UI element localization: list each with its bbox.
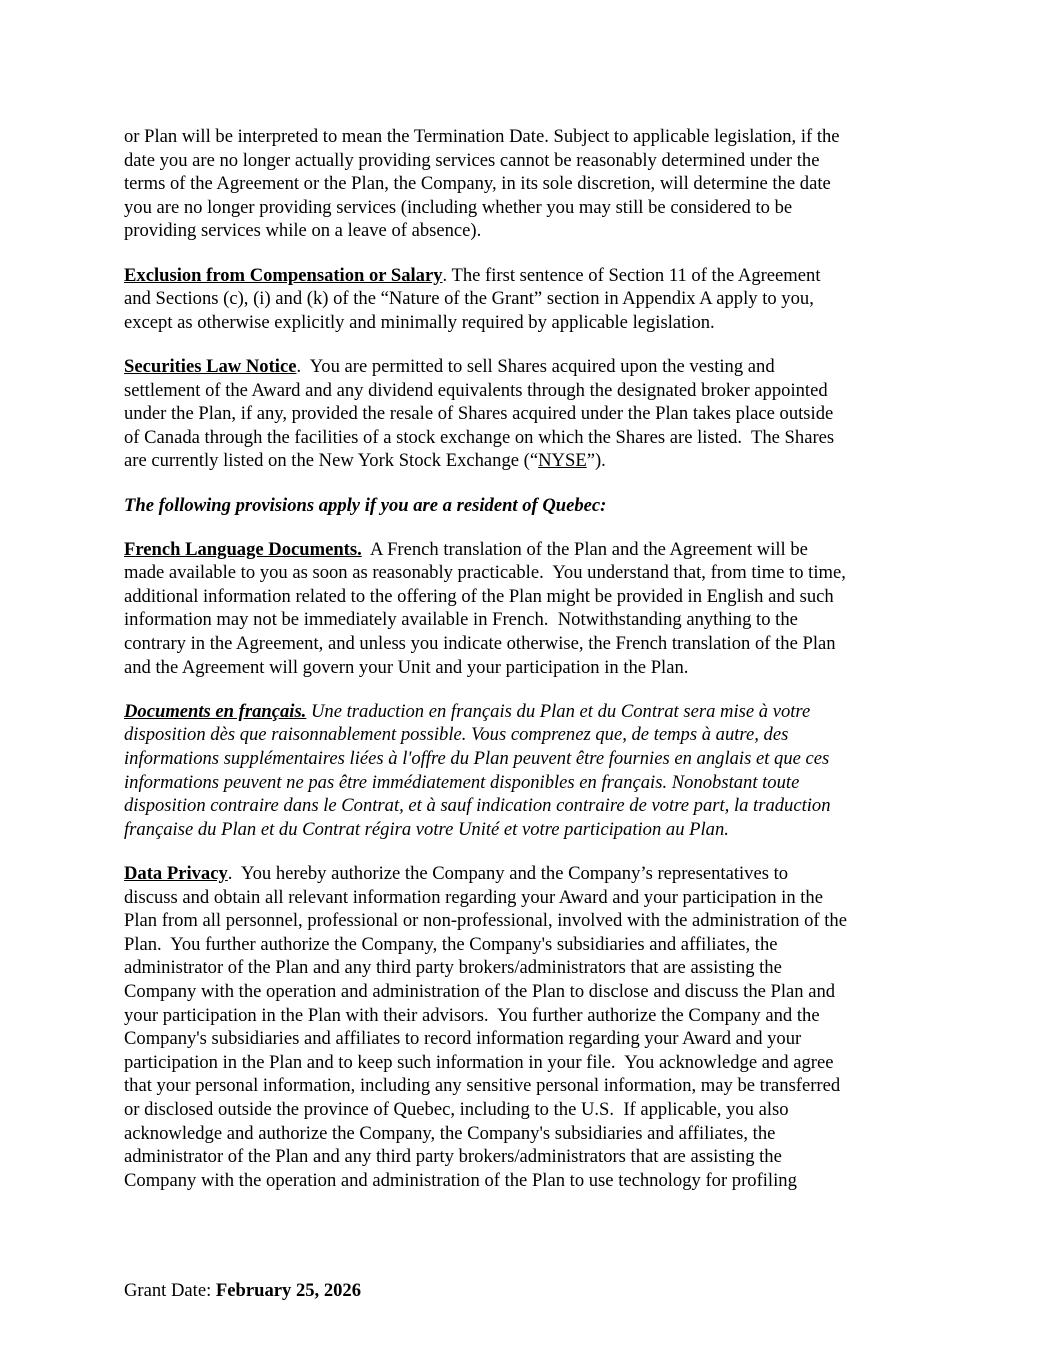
text-line: contrary in the Agreement, and unless you indicate otherwise, the French translation of the Plan (124, 633, 836, 655)
section-heading-french-docs: French Language Documents. (124, 538, 362, 560)
text-line: discuss and obtain all relevant information regarding your Award and your participation in the (124, 886, 823, 908)
text-run: . You hereby authorize the Company and the Company’s representatives to (227, 863, 789, 884)
quebec-intro-text: The following provisions apply if you are a resident of Quebec: (124, 494, 607, 516)
text-run: . You are permitted to sell Shares acquired upon the vesting and (296, 355, 775, 377)
paragraph-documents-en-francais (124, 700, 944, 842)
paragraph-data-privacy (124, 862, 944, 1192)
text-line: additional information related to the offering of the Plan might be provided in English and such (124, 585, 834, 607)
text-line: or disclosed outside the province of Quebec, including to the U.S. If applicable, you also (124, 1098, 789, 1120)
text-line: you are no longer providing services (including whether you may still be considered to be (124, 196, 793, 218)
grant-date-label: Grant Date: (124, 1280, 216, 1301)
text-run: are currently listed on the New York Stock Exchange (“ (124, 450, 539, 472)
text-line: Company's subsidiaries and affiliates to record information regarding your Award and your (124, 1028, 802, 1050)
text-line: settlement of the Award and any dividend equivalents through the designated broker appointed (124, 379, 828, 401)
text-run: A French translation of the Plan and the Agreement will be (361, 538, 808, 560)
text-line: information may not be immediately available in French. Notwithstanding anything to the (124, 609, 798, 631)
text-line: disposition contraire dans le Contrat, et à sauf indication contraire de votre part, la traduction (124, 795, 831, 817)
section-heading-data-privacy: Data Privacy (124, 863, 228, 884)
paragraph-securities-law (124, 355, 944, 473)
text-run: . The first sentence of Section 11 of the Agreement (442, 264, 821, 286)
text-run: ”). (586, 450, 606, 472)
page-footer (124, 1279, 361, 1303)
text-line: disposition dès que raisonnablement possible. Vous comprenez que, de temps à autre, des (124, 724, 789, 746)
text-line: except as otherwise explicitly and minimally required by applicable legislation. (124, 311, 715, 333)
paragraph-exclusion (124, 264, 944, 335)
text-line: and the Agreement will govern your Unit and your participation in the Plan. (124, 656, 689, 678)
text-line: of Canada through the facilities of a stock exchange on which the Shares are listed. The Shares (124, 426, 835, 448)
text-line: française du Plan et du Contrat régira votre Unité et votre participation au Plan. (124, 818, 729, 840)
text-line: Plan from all personnel, professional or non-professional, involved with the administration of the (124, 910, 847, 932)
text-line: and Sections (c), (i) and (k) of the “Nature of the Grant” section in Appendix A apply to you, (124, 288, 814, 310)
text-line: informations supplémentaires liées à l'offre du Plan peuvent être fournies en anglais et que ces (124, 748, 830, 770)
text-line: under the Plan, if any, provided the resale of Shares acquired under the Plan takes place outside (124, 403, 834, 425)
text-line: acknowledge and authorize the Company, the Company's subsidiaries and affiliates, the (124, 1122, 776, 1144)
text-line: participation in the Plan and to keep such information in your file. You acknowledge and agree (124, 1051, 834, 1073)
text-line: that your personal information, including any sensitive personal information, may be transferred (124, 1075, 841, 1097)
grant-date-value: February 25, 2026 (215, 1280, 362, 1301)
paragraph-termination-continued (124, 125, 944, 243)
text-line: terms of the Agreement or the Plan, the Company, in its sole discretion, will determine the date (124, 173, 831, 195)
text-line: made available to you as soon as reasonably practicable. You understand that, from time to time, (124, 562, 846, 584)
text-run: Une traduction en français du Plan et du Contrat sera mise à votre (306, 700, 811, 722)
text-line: Company with the operation and administration of the Plan to use technology for profiling (124, 1169, 797, 1191)
text-line: Company with the operation and administration of the Plan to disclose and discuss the Plan and (124, 980, 836, 1002)
text-line: providing services while on a leave of absence). (124, 220, 482, 242)
text-line: administrator of the Plan and any third party brokers/administrators that are assisting the (124, 957, 782, 979)
paragraph-french-language-documents (124, 538, 944, 680)
text-line: Plan. You further authorize the Company, the Company's subsidiaries and affiliates, the (124, 933, 778, 955)
section-heading-securities: Securities Law Notice (124, 355, 297, 377)
document-page (124, 125, 944, 1192)
section-heading-exclusion: Exclusion from Compensation or Salary (124, 264, 443, 286)
text-line: informations peuvent ne pas être immédiatement disponibles en français. Nonobstant toute (124, 771, 800, 793)
section-heading-documents-fr: Documents en français. (124, 700, 307, 722)
text-line: or Plan will be interpreted to mean the Termination Date. Subject to applicable legislation, if the (124, 126, 840, 147)
text-line: your participation in the Plan with their advisors. You further authorize the Company and the (124, 1004, 820, 1026)
text-line: administrator of the Plan and any third party brokers/administrators that are assisting the (124, 1146, 782, 1168)
defined-term-nyse: NYSE (538, 450, 587, 472)
quebec-intro (124, 494, 944, 518)
text-line: date you are no longer actually providing services cannot be reasonably determined under the (124, 149, 820, 171)
